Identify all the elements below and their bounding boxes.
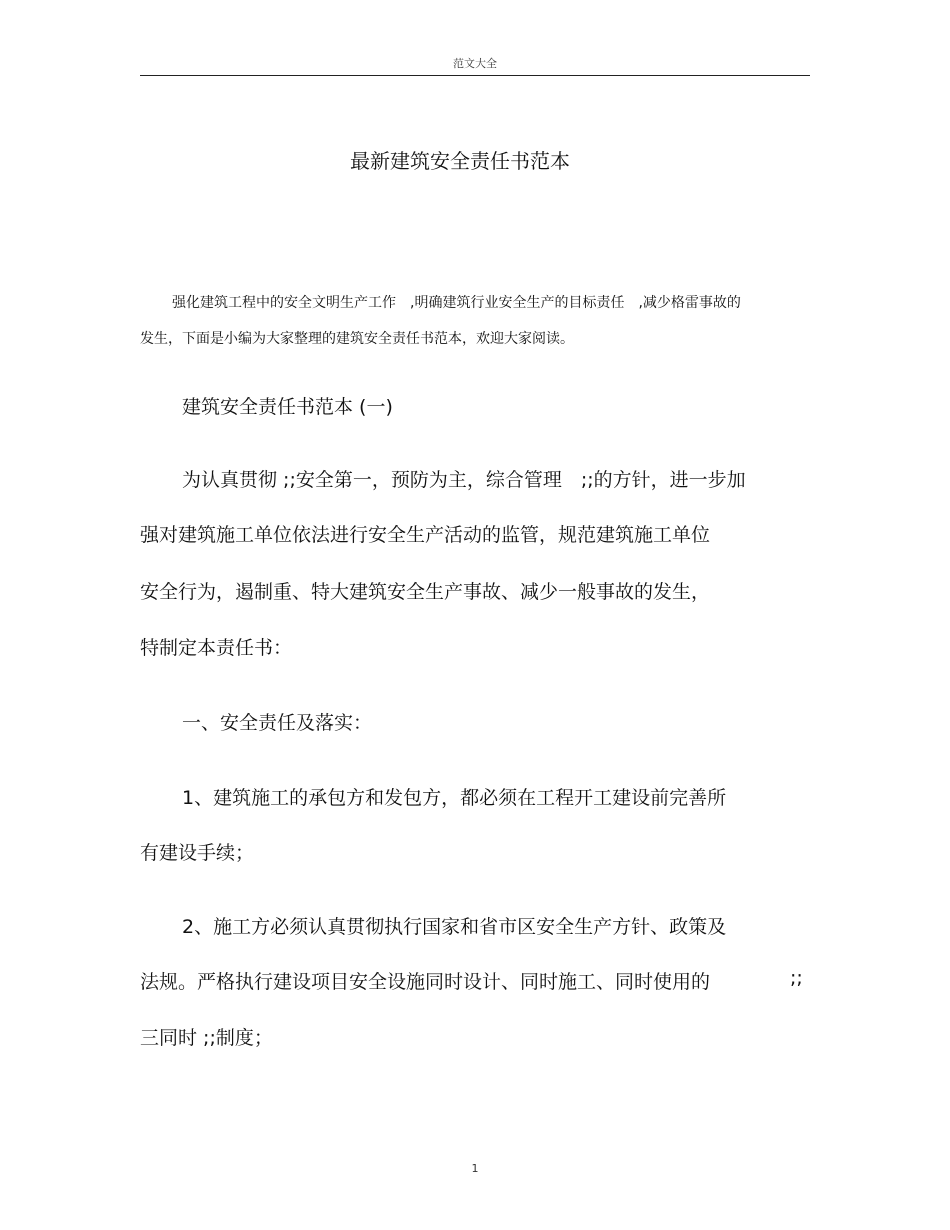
- item-1-line: 有建设手续；: [140, 842, 255, 864]
- item-2-line-end: ;;: [790, 967, 803, 989]
- section-heading: 建筑安全责任书范本 (一): [182, 396, 393, 418]
- intro-line: 强化建筑工程中的安全文明生产工作 ,明确建筑行业安全生产的目标责任 ,减少格雷事故的: [172, 295, 741, 311]
- item-2-line: 法规。严格执行建设项目安全设施同时设计、同时施工、同时使用的: [140, 971, 711, 993]
- part-heading: 一、安全责任及落实：: [182, 712, 373, 734]
- preamble-line: 安全行为，遏制重、特大建筑安全生产事故、减少一般事故的发生，: [140, 581, 711, 603]
- preamble-line: 强对建筑施工单位依法进行安全生产活动的监管，规范建筑施工单位: [140, 524, 711, 546]
- item-1-line: 1、建筑施工的承包方和发包方，都必须在工程开工建设前完善所: [182, 787, 727, 809]
- item-2-line: 2、施工方必须认真贯彻执行国家和省市区安全生产方针、政策及: [182, 916, 727, 938]
- preamble-line: 特制定本责任书：: [140, 637, 293, 659]
- preamble-line: 为认真贯彻 ;;安全第一，预防为主，综合管理 ;;的方针，进一步加: [182, 469, 746, 491]
- item-2-line: 三同时 ;;制度；: [140, 1027, 273, 1049]
- page-header: 范文大全: [453, 57, 497, 70]
- document-title: 最新建筑安全责任书范本: [350, 149, 570, 173]
- intro-line: 发生，下面是小编为大家整理的建筑安全责任书范本，欢迎大家阅读。: [140, 331, 574, 347]
- header-rule: [140, 75, 810, 76]
- page-number: 1: [471, 1162, 479, 1175]
